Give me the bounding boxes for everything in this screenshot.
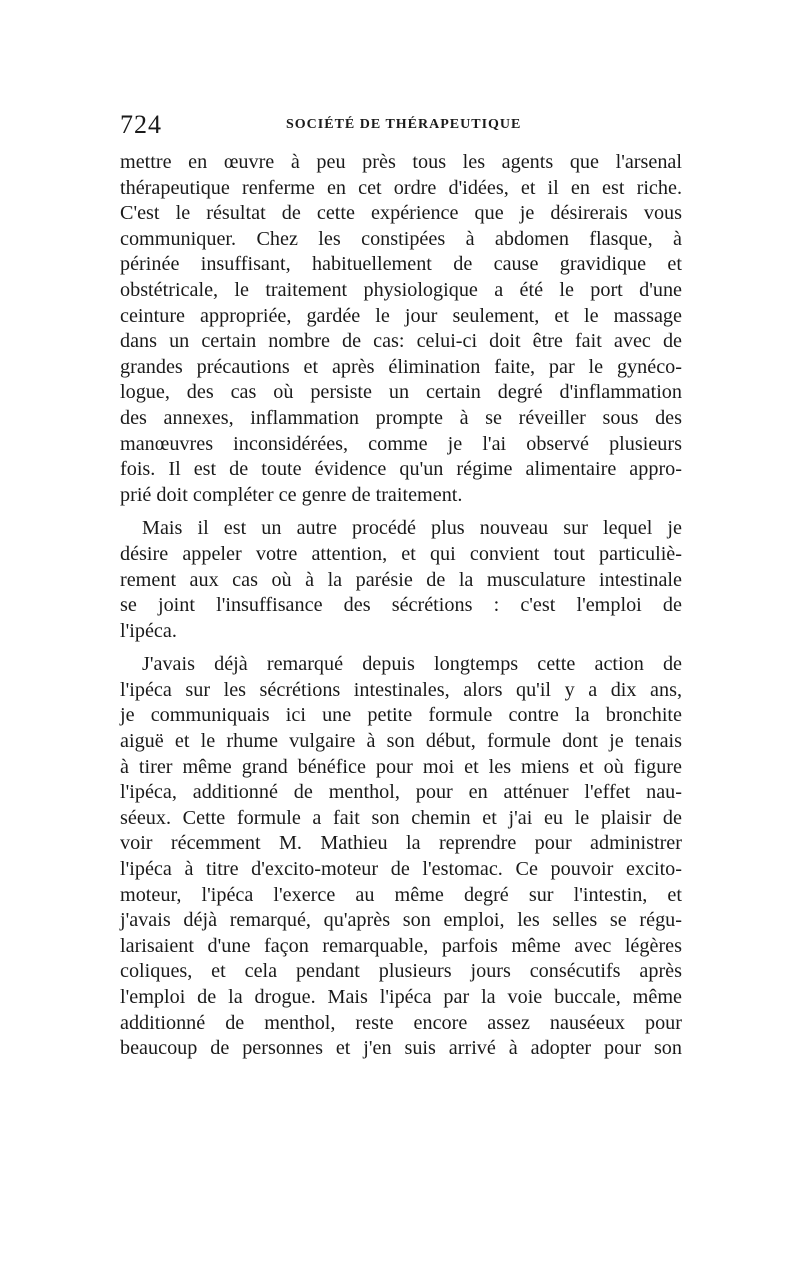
text-line: Mais il est un autre procédé plus nouveau sur lequel je <box>142 517 682 540</box>
text-line: beaucoup de personnes et j'en suis arrivé à adopter pour son <box>120 1037 682 1060</box>
text-line: fois. Il est de toute évidence qu'un régime alimentaire appro- <box>120 458 682 481</box>
text-line: mettre en œuvre à peu près tous les agents que l'arsenal <box>120 151 682 173</box>
body-text <box>120 150 682 1062</box>
paragraph-1 <box>120 150 682 508</box>
text-line: obstétricale, le traitement physiologique a été le port d'une <box>120 278 682 301</box>
text-line: séeux. Cette formule a fait son chemin et j'ai eu le plaisir de <box>120 806 682 829</box>
text-line: l'ipéca, additionné de menthol, pour en atténuer l'effet nau- <box>120 781 682 804</box>
running-title: SOCIÉTÉ DE THÉRAPEUTIQUE <box>286 117 522 132</box>
text-line: l'ipéca à titre d'excito-moteur de l'estomac. Ce pouvoir excito- <box>120 858 682 881</box>
text-line: moteur, l'ipéca l'exerce au même degré sur l'intestin, et <box>120 883 682 906</box>
text-line: manœuvres inconsidérées, comme je l'ai observé plusieurs <box>120 432 682 455</box>
text-line: prié doit compléter ce genre de traitement. <box>120 483 463 506</box>
page <box>120 110 682 1062</box>
text-line: dans un certain nombre de cas: celui-ci doit être fait avec de <box>120 330 682 353</box>
text-line: communiquer. Chez les constipées à abdomen flasque, à <box>120 227 682 250</box>
text-line: J'avais déjà remarqué depuis longtemps cette action de <box>142 653 682 676</box>
text-line: je communiquais ici une petite formule contre la bronchite <box>120 704 682 727</box>
text-line: l'ipéca. <box>120 619 177 642</box>
paragraph-3 <box>120 652 682 1062</box>
running-head <box>120 110 682 140</box>
text-line: ceinture appropriée, gardée le jour seulement, et le massage <box>120 304 682 327</box>
text-line: à tirer même grand bénéfice pour moi et les miens et où figure <box>120 755 682 778</box>
text-line: périnée insuffisant, habituellement de cause gravidique et <box>120 253 682 276</box>
text-line: l'ipéca sur les sécrétions intestinales, alors qu'il y a dix ans, <box>120 678 682 701</box>
text-line: rement aux cas où à la parésie de la musculature intestinale <box>120 568 682 591</box>
text-line: additionné de menthol, reste encore assez nauséeux pour <box>120 1011 682 1034</box>
text-line: aiguë et le rhume vulgaire à son début, formule dont je tenais <box>120 730 682 753</box>
text-line: voir récemment M. Mathieu la reprendre pour administrer <box>120 832 682 855</box>
text-line: grandes précautions et après élimination faite, par le gynéco- <box>120 355 682 378</box>
text-line: C'est le résultat de cette expérience que je désirerais vous <box>120 202 682 225</box>
text-line: des annexes, inflammation prompte à se réveiller sous des <box>120 406 682 429</box>
paragraph-2 <box>120 516 682 644</box>
text-line: larisaient d'une façon remarquable, parfois même avec légères <box>120 934 682 957</box>
text-line: coliques, et cela pendant plusieurs jours consécutifs après <box>120 960 682 983</box>
text-line: logue, des cas où persiste un certain degré d'inflammation <box>120 381 682 404</box>
text-line: j'avais déjà remarqué, qu'après son emploi, les selles se régu- <box>120 909 682 932</box>
text-line: thérapeutique renferme en cet ordre d'idées, et il en est riche. <box>120 176 682 199</box>
text-line: désire appeler votre attention, et qui convient tout particuliè- <box>120 542 682 565</box>
text-line: se joint l'insuffisance des sécrétions : c'est l'emploi de <box>120 594 682 617</box>
page-number: 724 <box>120 110 162 139</box>
text-line: l'emploi de la drogue. Mais l'ipéca par la voie buccale, même <box>120 986 682 1008</box>
